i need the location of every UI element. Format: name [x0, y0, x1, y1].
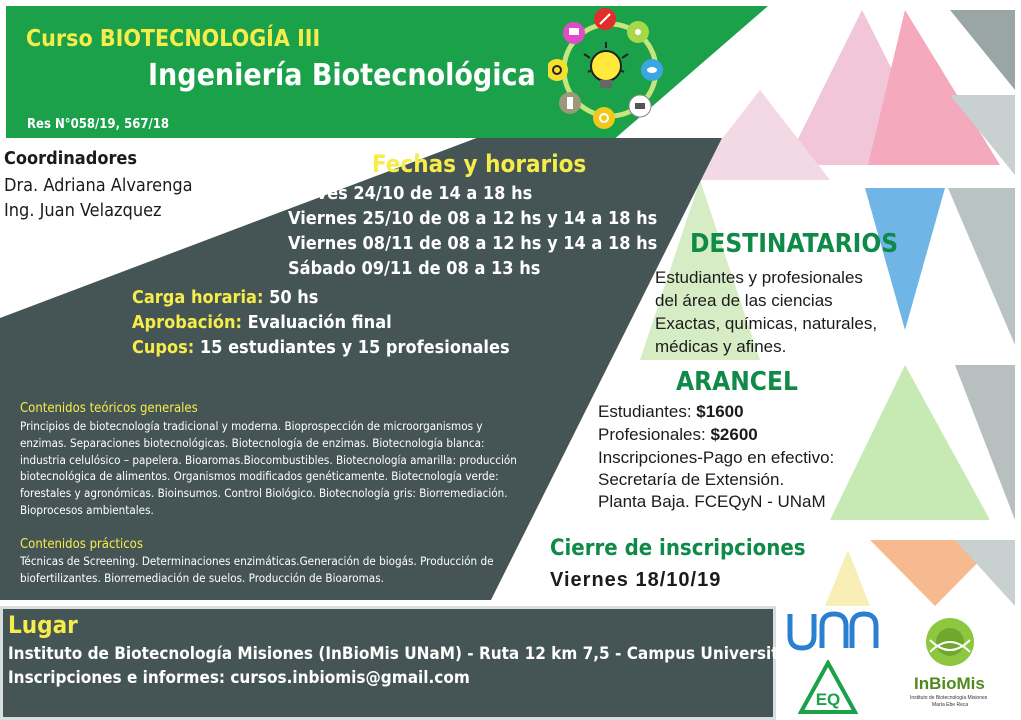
coordinator-name: Dra. Adriana Alvarenga: [4, 175, 193, 196]
approval-label: Aprobación:: [132, 312, 243, 333]
fee-line: Secretaría de Extensión.: [598, 470, 785, 489]
course-title: Curso BIOTECNOLOGÍA III: [26, 26, 321, 52]
biotech-icon-wheel: [548, 8, 672, 132]
unam-logo: [786, 610, 880, 652]
fceqyn-logo: [798, 660, 858, 715]
coordinators-heading: Coordinadores: [4, 148, 138, 169]
leaf-icon: [641, 59, 663, 81]
load-value: 50 hs: [263, 287, 319, 308]
theory-body: Principios de biotecnología tradicional y moderna. Bioprospección de microorganismos y enzimas. Separaciones biotecnológicas. Biotecnología de enzimas. Biotecnología blanca: industria celulósico – papelera. Bioaromas.Biocombustibles. Biotecnología amarilla: producción biotecnológica de alimentos. Organismos modificados genéticamente. Biotecnología verde: forestales y agronómicas. Bioinsumos. Control Biológico. Biotecnología gris: Biorremediación. Bioprocesos ambientales.: [20, 419, 517, 517]
schedule-line: Viernes 08/11 de 08 a 12 hs y 14 a 18 hs: [288, 233, 658, 254]
location-heading: Lugar: [8, 611, 78, 639]
inbiomis-subtitle-2: María Ebe Reca: [932, 702, 969, 708]
audience-heading: DESTINATARIOS: [690, 229, 899, 259]
inbiomis-logo: [910, 612, 990, 712]
audience-line: del área de las ciencias: [655, 291, 833, 310]
grey-triangle: [948, 188, 1015, 345]
load-row: [132, 287, 318, 308]
slots-label: Cupos:: [132, 337, 195, 358]
fee-students: [598, 402, 744, 422]
fee-heading: ARANCEL: [676, 367, 798, 397]
resolution-text: Res N°058/19, 567/18: [27, 117, 170, 132]
dna-icon: [594, 8, 616, 30]
theory-heading: Contenidos teóricos generales: [20, 401, 198, 416]
schedule-heading: Fechas y horarios: [372, 150, 587, 178]
fee-line: Inscripciones-Pago en efectivo:: [598, 448, 835, 467]
location-contact: Inscripciones e informes: cursos.inbiomis@gmail.com: [8, 668, 470, 688]
computer-icon: [563, 22, 585, 44]
factory-icon: [629, 95, 651, 117]
audience-line: médicas y afines.: [655, 337, 787, 356]
audience-line: Exactas, químicas, naturales,: [655, 314, 878, 333]
page-title: Ingeniería Biotecnológica: [148, 58, 536, 93]
fee-students-label: Estudiantes:: [598, 402, 697, 421]
svg-text:EQ: EQ: [815, 690, 841, 709]
practice-heading: Contenidos prácticos: [20, 537, 143, 552]
lab-icon: [559, 92, 581, 114]
approval-row: [132, 312, 392, 333]
slots-value: 15 estudiantes y 15 profesionales: [194, 337, 510, 358]
practice-body: Técnicas de Screening. Determinaciones enzimáticas.Generación de biogás. Producción de biofertilizantes. Biorremediación de suelos. Producción de Bioaromas.: [20, 554, 494, 585]
molecule-icon: [627, 21, 649, 43]
fee-line: Planta Baja. FCEQyN - UNaM: [598, 492, 826, 511]
fee-professionals-label: Profesionales:: [598, 425, 711, 444]
load-label: Carga horaria:: [132, 287, 264, 308]
approval-value: Evaluación final: [242, 312, 392, 333]
closing-date: Viernes 18/10/19: [550, 569, 722, 591]
coordinator-name: Ing. Juan Velazquez: [4, 200, 162, 221]
closing-heading: Cierre de inscripciones: [550, 536, 806, 561]
fee-students-value: $1600: [696, 402, 744, 421]
fee-professionals: [598, 425, 758, 445]
blue-triangle: [865, 188, 945, 330]
schedule-line: Sábado 09/11 de 08 a 13 hs: [288, 258, 541, 279]
inbiomis-name: InBioMis: [914, 674, 985, 693]
inbiomis-subtitle: Instituto de Biotecnología Misiones: [910, 695, 988, 701]
cell-icon: [593, 107, 615, 129]
yellow-triangle: [825, 550, 870, 606]
slots-row: [132, 337, 510, 358]
fee-professionals-value: $2600: [710, 425, 758, 444]
grey-triangle: [950, 10, 1015, 90]
audience-line: Estudiantes y profesionales: [655, 268, 863, 287]
location-address: Instituto de Biotecnología Misiones (InBioMis UNaM) - Ruta 12 km 7,5 - Campus Universitario: [8, 644, 813, 664]
schedule-line: Viernes 25/10 de 08 a 12 hs y 14 a 18 hs: [288, 208, 658, 229]
schedule-line: Jueves 24/10 de 14 a 18 hs: [288, 183, 533, 204]
lightbulb-icon: [584, 42, 628, 88]
